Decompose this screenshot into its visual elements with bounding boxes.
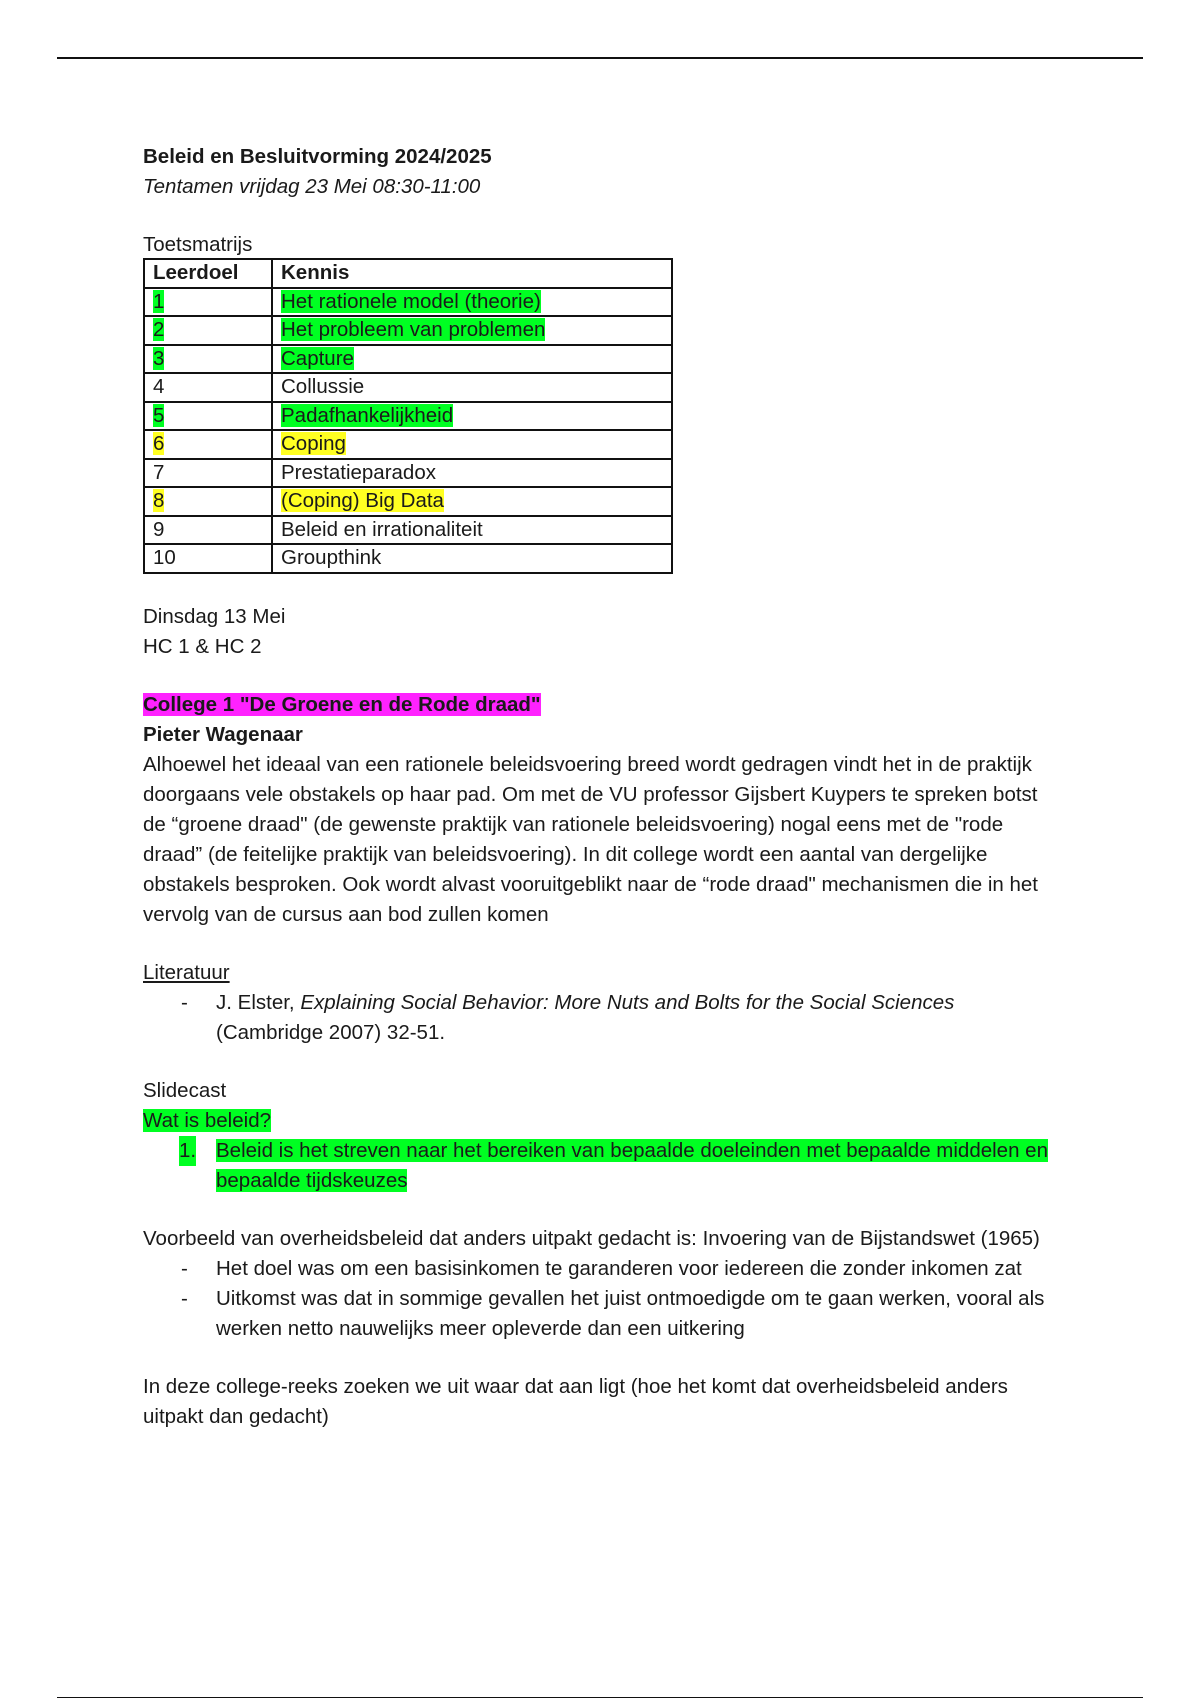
- spacer: [143, 1196, 1063, 1224]
- literature-book-title: Explaining Social Behavior: More Nuts and Bolts for the Social Sciences: [300, 990, 955, 1014]
- kennis-topic: Capture: [281, 346, 354, 370]
- college-title-text: College 1 "De Groene en de Rode draad": [143, 692, 541, 716]
- example-intro: Voorbeeld van overheidsbeleid dat anders uitpakt gedacht is: Invoering van de Bijstandswet (1965): [143, 1226, 1040, 1250]
- example-list: [143, 1254, 1063, 1344]
- matrix-caption: Toetsmatrijs: [143, 233, 253, 256]
- table-row: [144, 373, 672, 402]
- leerdoel-cell: [144, 487, 272, 516]
- leerdoel-number: 2: [153, 318, 165, 342]
- column-header-leerdoel: Leerdoel: [144, 259, 272, 288]
- leerdoel-cell: [144, 459, 272, 488]
- table-row: [144, 544, 672, 573]
- leerdoel-cell: [144, 402, 272, 431]
- kennis-topic: Coping: [281, 432, 346, 456]
- spacer: [143, 202, 1063, 230]
- kennis-cell: [272, 288, 672, 317]
- list-item: - Het doel was om een basisinkomen te garanderen voor iedereen die zonder inkomen zat: [143, 1254, 1063, 1284]
- college-title: [143, 690, 1063, 720]
- table-row: [144, 487, 672, 516]
- kennis-cell: [272, 316, 672, 345]
- table-row: [144, 288, 672, 317]
- spacer: [143, 662, 1063, 690]
- table-row: [144, 402, 672, 431]
- list-item: [143, 1136, 1063, 1196]
- spacer: [143, 930, 1063, 958]
- slidecast-question: [143, 1106, 1063, 1136]
- kennis-topic: Padafhankelijkheid: [281, 403, 454, 427]
- kennis-cell: [272, 402, 672, 431]
- session-lectures: HC 1 & HC 2: [143, 634, 262, 658]
- leerdoel-cell: [144, 345, 272, 374]
- exam-date: Tentamen vrijdag 23 Mei 08:30-11:00: [143, 175, 481, 198]
- leerdoel-number: 6: [153, 432, 165, 456]
- kennis-topic: Het rationele model (theorie): [281, 289, 541, 313]
- list-marker: 1.: [179, 1136, 196, 1166]
- session-day: Dinsdag 13 Mei: [143, 604, 286, 628]
- literature-heading: Literatuur: [143, 960, 230, 984]
- literature-list: [143, 988, 1063, 1048]
- leerdoel-number: 3: [153, 346, 165, 370]
- footer-rule: [57, 1697, 1143, 1698]
- leerdoel-cell: [144, 316, 272, 345]
- document-body: [143, 142, 1063, 1432]
- leerdoel-cell: [144, 516, 272, 545]
- kennis-cell: [272, 345, 672, 374]
- leerdoel-number: 5: [153, 403, 165, 427]
- leerdoel-cell: [144, 373, 272, 402]
- kennis-cell: [272, 373, 672, 402]
- list-item: [143, 988, 1063, 1048]
- leerdoel-number: 9: [153, 517, 165, 541]
- spacer: [143, 1344, 1063, 1372]
- kennis-topic: Beleid en irrationaliteit: [281, 517, 483, 541]
- slidecast-question-text: Wat is beleid?: [143, 1108, 271, 1132]
- slidecast-heading: Slidecast: [143, 1078, 227, 1102]
- leerdoel-number: 8: [153, 489, 165, 513]
- college-description: Alhoewel het ideaal van een rationele beleidsvoering breed wordt gedragen vindt het in de praktijk doorgaans vele obstakels op haar pad. Om met de VU professor Gijsbert Kuypers te spreken botst de “groene draad" (de gewenste praktijk van rationele beleidsvoering) nogal eens met de "rode draad” (de feitelijke praktijk van beleidsvoering). In dit college wordt een aantal van dergelijke obstakels besproken. Ook wordt alvast vooruitgeblikt naar de “rode draad" mechanismen die in het vervolg van de cursus aan bod zullen komen: [143, 752, 1038, 926]
- leerdoel-number: 1: [153, 289, 165, 313]
- kennis-topic: (Coping) Big Data: [281, 489, 444, 513]
- kennis-topic: Prestatieparadox: [281, 460, 436, 484]
- toetsmatrijs-table: [143, 258, 673, 574]
- leerdoel-cell: [144, 544, 272, 573]
- leerdoel-cell: [144, 288, 272, 317]
- literature-author: J. Elster,: [216, 990, 301, 1014]
- spacer: [143, 1048, 1063, 1076]
- table-body: [144, 288, 672, 573]
- kennis-topic: Collussie: [281, 375, 365, 399]
- definition-text: Beleid is het streven naar het bereiken van bepaalde doeleinden met bepaalde middelen en bepaalde tijdskeuzes: [216, 1138, 1048, 1192]
- table-header-row: [144, 259, 672, 288]
- list-item: - Uitkomst was dat in sommige gevallen het juist ontmoedigde om te gaan werken, vooral als werken netto nauwelijks meer opleverde dan een uitkering: [143, 1284, 1063, 1344]
- kennis-cell: [272, 516, 672, 545]
- kennis-topic: Groupthink: [281, 546, 382, 570]
- kennis-topic: Het probleem van problemen: [281, 318, 546, 342]
- column-header-kennis: Kennis: [272, 259, 672, 288]
- lecturer-name: Pieter Wagenaar: [143, 722, 303, 746]
- table-row: [144, 459, 672, 488]
- definition-list: [143, 1136, 1063, 1196]
- header-rule: [57, 57, 1143, 59]
- table-row: [144, 430, 672, 459]
- leerdoel-cell: [144, 430, 272, 459]
- table-row: [144, 345, 672, 374]
- table-row: [144, 516, 672, 545]
- leerdoel-number: 10: [153, 546, 176, 570]
- kennis-cell: [272, 487, 672, 516]
- kennis-cell: [272, 430, 672, 459]
- literature-details: (Cambridge 2007) 32-51.: [216, 1020, 446, 1044]
- leerdoel-number: 4: [153, 375, 165, 399]
- table-row: [144, 316, 672, 345]
- leerdoel-number: 7: [153, 460, 165, 484]
- spacer: [143, 574, 1063, 602]
- kennis-cell: [272, 544, 672, 573]
- closing-paragraph: In deze college-reeks zoeken we uit waar dat aan ligt (hoe het komt dat overheidsbeleid anders uitpakt dan gedacht): [143, 1374, 1008, 1428]
- kennis-cell: [272, 459, 672, 488]
- course-title: Beleid en Besluitvorming 2024/2025: [143, 145, 492, 168]
